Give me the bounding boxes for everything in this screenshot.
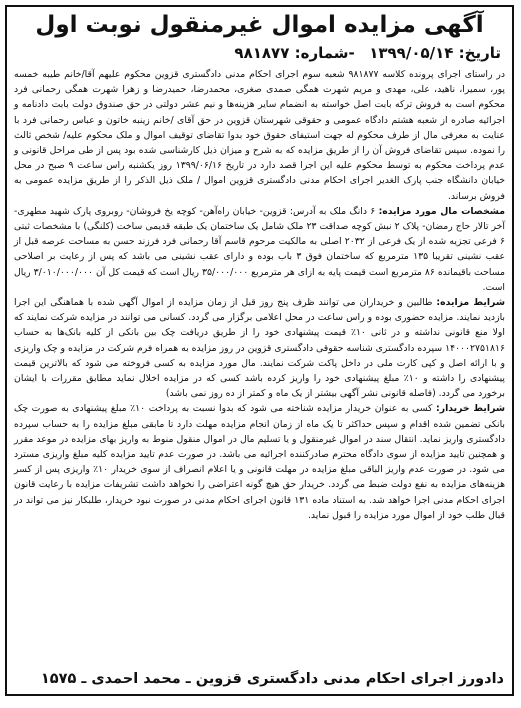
auction-terms-paragraph bbox=[14, 295, 505, 401]
auction-terms-label: شرایط مزایده: bbox=[436, 297, 505, 309]
buyer-terms-label: شرایط خریدار: bbox=[436, 403, 505, 415]
notice-title: آگهی مزایده اموال غیرمنقول نوبت اول bbox=[35, 12, 484, 38]
auction-terms-text: طالبین و خریداران می توانند ظرف پنج روز قبل از زمان مزایده از اموال آگهی شده با هماهنگی این اجرا بازدید نمایند. مزایده حضوری بوده و راس ساعت در محل اعلامی برگزار می گردد. کسانی می توانند در مزایده شرکت نمایند که اولا منع قانونی نداشته و در ثانی ۱۰٪ قیمت پیشنهادی خود را از طریق دریافت چک بین بانکی از کلیه بانک‌ها به حساب ۱۴۰۰۰۲۷۵۱۸۱۶ سپرده دادگستری شناسه حقوقی دادگستری قزوین در روز مزایده به همراه فرم شرکت در مزایده و چک واریزی و با ارائه اصل و کپی کارت ملی در داخل پاکت شرکت نمایند. مال مورد مزایده به کسی فروخته می شود که بالاترین قیمت پیشنهادی را داشته و ۱۰٪ مبلغ پیشنهادی خود را واریز کرده باشد کسی که در مزایده اخلال نماید مطابق مقررات با ایشان برخورد می گردد. (فاصله قانونی نشر آگهی بیشتر از یک ماه و کمتر از ده روز نمی باشد) bbox=[14, 297, 505, 400]
date-and-number-line bbox=[14, 42, 501, 64]
date-value: ۱۳۹۹/۰۵/۱۴ bbox=[369, 44, 454, 62]
property-paragraph bbox=[14, 204, 505, 295]
intro-paragraph: در راستای اجرای پرونده کلاسه ۹۸۱۸۷۷ شعبه سوم اجرای احکام مدنی دادگستری قزوین محکوم علیهم آقا/خانم طیبه خمسه پور، سمیرا، ناهید، علی، مهدی و مریم شهرت همگی صمدی صغری، محمدرضا، حمیدرضا و زهرا شهرت همگی رحمانی فرد محکوم است به فروش ترکه بابت اصل خواسته به انضمام سایر هزینه‌ها و نیم عشر دولتی در حق صندوق دولت بابت دادنامه و اجرائیه صادره از شعبه هشتم دادگاه عمومی و حقوقی شهرستان قزوین در حق آقای /خانم زینبه خاتون و عباس رحمانی فرد با عنایت به معرفی مال از طرف محکوم له جهت استیفای حقوق خود بدوا تقاضای توقیف اموال و ملک محکوم علیه/ شخص ثالث را نموده. سپس تقاضای فروش آن را از طریق مزایده که به شرح و میزان ذیل کارشناسی شده بود پس از طی مراحل قانونی و عدم پرداخت محکوم به توسط محکوم علیه این اجرا قصد دارد در تاریخ ۱۳۹۹/۰۶/۱۶ روز یکشنبه راس ساعت ۹ صبح در محل خیابان دانشگاه جنب پارک الغدیر اجرای احکام مدنی دادگستری قزوین اموال / ملک ذیل الذکر را از طریق مزایده عمومی به فروش برساند. bbox=[14, 69, 506, 202]
date-label: تاریخ: bbox=[458, 44, 501, 62]
buyer-terms-paragraph bbox=[14, 401, 505, 523]
number-label: -شماره: bbox=[294, 44, 355, 62]
auction-notice bbox=[5, 5, 514, 696]
property-text: ۶ دانگ ملک به آدرس: قزوین- خیابان راه‌آهن- کوچه یخ فروشان- روبروی پارک شهید مطهری- آخر تالار حاج رمضان- پلاک ۲ نبش کوچه صداقت ۲۳ ملک شامل یک ساختمان یک طبقه قدیمی ساخت (کلنگی) با مشخصات ثبتی ۶ فرعی تجزیه شده از یک فرعی از ۲۰۳۲ اصلی به مالکیت مرحوم قاسم آقا رحمانی فرد فرزند حسن به مساحت عرصه قبل از عقب نشینی تقریبا ۱۳۵ مترمربع که ساختمان فوق ۳ باب بوده و دارای عقب نشینی می باشد که پس از رعایت بر اصلاحی مساحت باقیمانده ۸۶ مترمربع است قیمت پایه به ازای هر مترمربع ۳۵/۰۰۰/۰۰۰ ریال است که قیمت کل آن ۳/۰۱۰/۰۰۰/۰۰۰ ریال است. bbox=[14, 205, 506, 293]
notice-signature-footer: دادورز اجرای احکام مدنی دادگستری قزوین ـ محمد احمدی ـ ۱۵۷۵ bbox=[40, 671, 504, 687]
notice-body bbox=[14, 67, 505, 523]
buyer-terms-text: کسی به عنوان خریدار مزایده شناخته می شود که بدوا نسبت به پرداخت ۱۰٪ مبلغ پیشنهادی به صورت چک بانکی تضمین شده اقدام و سپس حداکثر تا یک ماه از زمان انجام مزایده مهلت دارد تا مابقی مبلغ مزایده را به حساب سپرده دادگستری واریز نماید. انتقال سند در اموال غیرمنقول و یا تسلیم مال در اموال منقول منوط به واریز بهای مزایده در موعد مقرر و همچنین تایید مزایده از سوی دادگاه محترم صادرکننده اجرائیه می باشد. در صورت عدم تایید مزایده کلیه مبلغ واریزی مسترد می شود. در صورت عدم واریز الباقی مبلغ مزایده در مهلت قانونی و یا اعلام انصراف از سوی خریدار ۱۰٪ واریزی پس از کسر هزینه‌های مزایده به نفع دولت ضبط می گردد. خریدار حق هیچ گونه اعتراضی را نخواهد داشت تشریفات مزایده با رعایت قانون اجرای احکام مدنی اجرا خواهد شد. به استناد ماده ۱۳۱ قانون اجرای احکام مدنی در صورت نبود خریدار، طلبکار نیز می تواند در قبال طلب خود از اموال مورد مزایده را قبول نماید. bbox=[14, 403, 506, 521]
property-label: مشخصات مال مورد مزایده: bbox=[378, 205, 505, 217]
number-value: ۹۸۱۸۷۷ bbox=[234, 44, 290, 62]
